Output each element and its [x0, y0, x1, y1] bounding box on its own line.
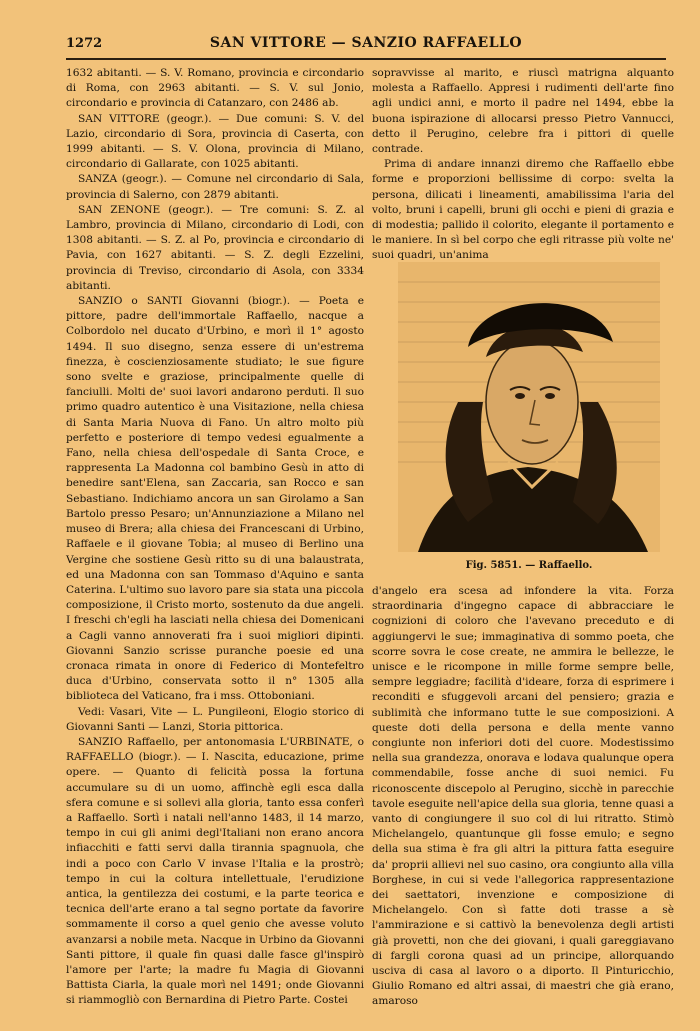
- paragraph: SANZIO o SANTI Giovanni (biogr.). — Poeta e pittore, padre dell'immortale Raffaello, nacque a Colbordolo nel ducato d'Urbino, e morì il 1° agosto 1494. Il suo disegno, senza essere di un'estrema finezza, è coscienziosamente studiato; le sue figure sono svelte e graziose, principalmente quelle di fanciulli. Molti de' suoi lavori andarono perduti. Il suo primo quadro autentico è una Visitazione, nella chiesa di Santa Maria Nuova di Fano. Un altro molto più perfetto e posteriore di tempo vedesi egualmente a Fano, nella chiesa dell'ospedale di Santa Croce, e rappresenta La Madonna col bambino Gesù in atto di benedire sant'Elena, san Zaccaria, san Rocco e san Sebastiano. Indichiamo ancora un san Girolamo a San Bartolo presso Pesaro; un'Annunziazione a Milano nel museo di Brera; alla chiesa dei Francescani di Urbino, Raffaele e il giovane Tobia; al museo di Berlino una Vergine che sostiene Gesù ritto su di una balaustrata, ed una Madonna con san Tommaso d'Aquino e santa Caterina. L'ultimo suo lavoro pare sia stata una piccola composizione, il Cristo morto, sostenuto da due angeli. I freschi ch'egli ha lasciati nella chiesa dei Domenicani a Cagli vanno annoverati fra i suoi migliori dipinti. Giovanni Sanzio scrisse puranche poesie ed una cronaca rimata in onore di Federico di Montefeltro duca d'Urbino, conservata sotto il n° 1305 alla biblioteca del Vaticano, fra i mss. Ottoboniani.: [66, 295, 364, 703]
- paragraph: sopravvisse al marito, e riuscì matrigna alquanto molesta a Raffaello. Appresi i rudimenti dell'arte fino agli undici anni, e morto il padre nel 1494, ebbe la buona ispirazione di allocarsi presso Pietro Vannucci, detto il Perugino, celebre fra i pittori di quelle contrade.: [372, 67, 674, 156]
- page-number: 1272: [66, 36, 103, 51]
- paragraph: SAN VITTORE (geogr.). — Due comuni: S. V. del Lazio, circondario di Sora, provincia di Caserta, con 1999 abitanti. — S. V. Olona, provincia di Milano, circondario di Gallarate, con 1025 abitanti.: [66, 112, 364, 171]
- paragraph: 1632 abitanti. — S. V. Romano, provincia e circondario di Roma, con 2963 abitanti. — S. V. sul Jonio, circondario e provincia di Catanzaro, con 2486 ab.: [66, 67, 364, 110]
- paragraph: Vedi: Vasari, Vite — L. Pungileoni, Elogio storico di Giovanni Santi — Lanzi, Storia pittorica.: [66, 705, 364, 733]
- paragraph: Prima di andare innanzi diremo che Raffaello ebbe forme e proporzioni bellissime di corpo: svelta la persona, dilicati i lineamenti, amabilissima l'aria del volto, bruni i capelli, bruni gli occhi e pieni di grazia e di modestia; pallido il colorito, elegante il portamento e le maniere. In sì bel corpo che egli ritrasse più volte ne' suoi quadri, un'anima: [372, 158, 674, 262]
- paragraph: SAN ZENONE (geogr.). — Tre comuni: S. Z. al Lambro, provincia di Milano, circondario di Lodi, con 1308 abitanti. — S. Z. al Po, provincia e circondario di Pavia, con 1627 abitanti. — S. Z. degli Ezzelini, provincia di Treviso, circondario di Asola, con 3334 abitanti.: [66, 203, 364, 292]
- right-column-bottom: [372, 584, 674, 1010]
- paragraph: d'angelo era scesa ad infondere la vita. Forza straordinaria d'ingegno capace di abbracciare le cognizioni di coloro che l'avevano preceduto e di aggiungervi le sue; immaginativa di sommo poeta, che scorre sovra le cose create, ne ammira le bellezze, le unisce e le ricompone in mille forme sempre belle, sempre leggiadre; facilità d'ideare, forza di esprimere i reconditi e sfuggevoli arcani del pensiero; grazia e sublimità che informano tutte le sue composizioni. A queste doti della persona e della mente vanno congiunte non inferiori doti del cuore. Modestissimo nella sua grandezza, onorava e lodava qualunque opera commendabile, fosse anche di suoi nemici. Fu riconoscente discepolo al Perugino, sicchè in parecchie tavole eseguite nell'apice della sua gloria, tenne quasi a vanto di congiungere il suo col di lui ritratto. Stimò Michelangelo, quantunque gli fosse emulo; e segno della sua stima è fra gli altri la pittura fatta eseguire da' proprii allievi nel suo casino, ora congiunto alla villa Borghese, in cui si vede l'allegorica rappresentazione dei saettatori, invenzione e composizione di Michelangelo. Con sì fatte doti trasse a sè l'ammirazione e si cattivò la benevolenza degli artisti già provetti, non che dei giovani, i quali gareggiavano di fargli corona quasi ad un principe, allorquando usciva di casa al lavoro o a diporto. Il Pinturicchio, Giulio Romano ed altri assai, di maestri che già erano, amaroso: [372, 585, 674, 1008]
- paragraph: SANZA (geogr.). — Comune nel circondario di Sala, provincia di Salerno, con 2879 abitanti.: [66, 173, 364, 201]
- running-title: SAN VITTORE — SANZIO RAFFAELLO: [209, 35, 523, 51]
- left-column: [66, 66, 364, 1009]
- paragraph: SANZIO Raffaello, per antonomasia L'URBINATE, o RAFFAELLO (biogr.). — I. Nascita, educazione, prime opere. — Quanto di felicità possa la fortuna accumulare su di un uomo, affinchè egli esca dalla sfera comune e si sollevi alla gloria, tanto essa conferì a Raffaello. Sortì i natali nell'anno 1483, il 14 marzo, tempo in cui gli animi degl'Italiani non erano ancora infiacchiti e fatti servi dalla tirannia spagnuola, che indi a poco con Carlo V invase l'Italia e la prostrò; tempo in cui la coltura intellettuale, l'erudizione antica, la gentilezza dei costumi, e la parte teorica e tecnica dell'arte erano a tal segno portate da favorire sommamente il corso a quel genio che avesse voluto avanzarsi a nobile meta. Nacque in Urbino da Giovanni Santi pittore, il quale fin quasi dalle fasce gl'inspirò l'amore per l'arte; la madre fu Magia di Giovanni Battista Ciarla, la quale morì nel 1491; onde Giovanni si riammogliò con Bernardina di Pietro Parte. Costei: [66, 735, 364, 1007]
- figure-caption: Fig. 5851. — Raffaello.: [465, 560, 593, 571]
- page-header: [66, 34, 666, 60]
- right-column-top: [372, 66, 674, 264]
- raphael-portrait-engraving: [398, 262, 660, 552]
